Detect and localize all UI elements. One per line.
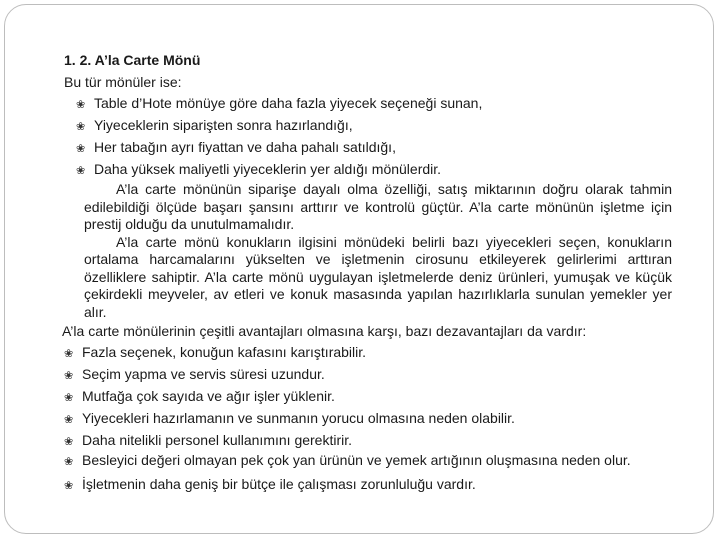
flower-bullet-icon: ❀ [76, 120, 86, 133]
flower-bullet-icon: ❀ [64, 391, 74, 404]
disadvantages-intro: A’la carte mönülerinin çeşitli avantajları olmasına karşı, bazı dezavantajları da vardır: [62, 323, 587, 339]
flower-bullet-icon: ❀ [64, 478, 74, 492]
flower-bullet-icon: ❀ [76, 142, 86, 155]
paragraph-siparis: A’la carte mönünün siparişe dayalı olma özelliği, satış miktarının doğru olarak tahmin edilebildiği ölçüde başarı şansını arttırır ve kontrolü güçtür. A’la carte mönünün işletme için prestij olduğu da unutulmamalıdır. [84, 181, 672, 232]
flower-bullet-icon: ❀ [76, 98, 86, 111]
feature-item: ❀ Yiyeceklerin siparişten sonra hazırlandığı, [64, 115, 672, 137]
slide-content [64, 50, 672, 496]
flower-bullet-icon: ❀ [64, 347, 74, 360]
feature-item: ❀ Her tabağın ayrı fiyattan ve daha pahalı satıldığı, [64, 137, 672, 159]
flower-bullet-icon: ❀ [64, 413, 74, 426]
disadvantage-item: ❀ Fazla seçenek, konuğun kafasını karıştırabilir. [64, 342, 672, 364]
disadvantage-item: ❀ İşletmenin daha geniş bir bütçe ile çalışması zorunluluğu vardır. [64, 474, 672, 496]
disadvantage-item: ❀ Seçim yapma ve servis süresi uzundur. [64, 364, 672, 386]
section-title: 1. 2. A’la Carte Mönü [64, 52, 201, 68]
feature-item: ❀ Daha yüksek maliyetli yiyeceklerin yer aldığı mönülerdir. [64, 159, 672, 181]
flower-bullet-icon: ❀ [76, 164, 86, 177]
disadvantage-item: ❀ Daha nitelikli personel kullanımını gerektirir. [64, 430, 672, 452]
disadvantage-item: ❀ Mutfağa çok sayıda ve ağır işler yüklenir. [64, 386, 672, 408]
flower-bullet-icon: ❀ [64, 435, 74, 448]
disadvantage-item: ❀ Yiyecekleri hazırlamanın ve sunmanın yorucu olmasına neden olabilir. [64, 408, 672, 430]
paragraph-ozellikler: A’la carte mönü konukların ilgisini mönüdeki belirli bazı yiyecekleri seçen, konukların ortalama harcamalarını yükselten ve işletmenin cirosunu etkileyerek gelirlerimi arttıran özelliklere sahiptir. A’la carte mönü uygulayan işletmelerde deniz ürünleri, yumuşak ve küçük çekirdekli meyveler, av etleri ve konuk masasında yapılan hazırlıklarla sunulan yemekler yer alır. [84, 233, 672, 320]
disadvantage-item: ❀ Besleyici değeri olmayan pek çok yan ürünün ve yemek artığının oluşmasına neden olur. [64, 452, 672, 471]
feature-item: ❀ Table d’Hote mönüye göre daha fazla yiyecek seçeneği sunan, [64, 93, 672, 115]
intro-text: Bu tür mönüler ise: [64, 74, 182, 90]
flower-bullet-icon: ❀ [64, 455, 74, 468]
flower-bullet-icon: ❀ [64, 369, 74, 382]
